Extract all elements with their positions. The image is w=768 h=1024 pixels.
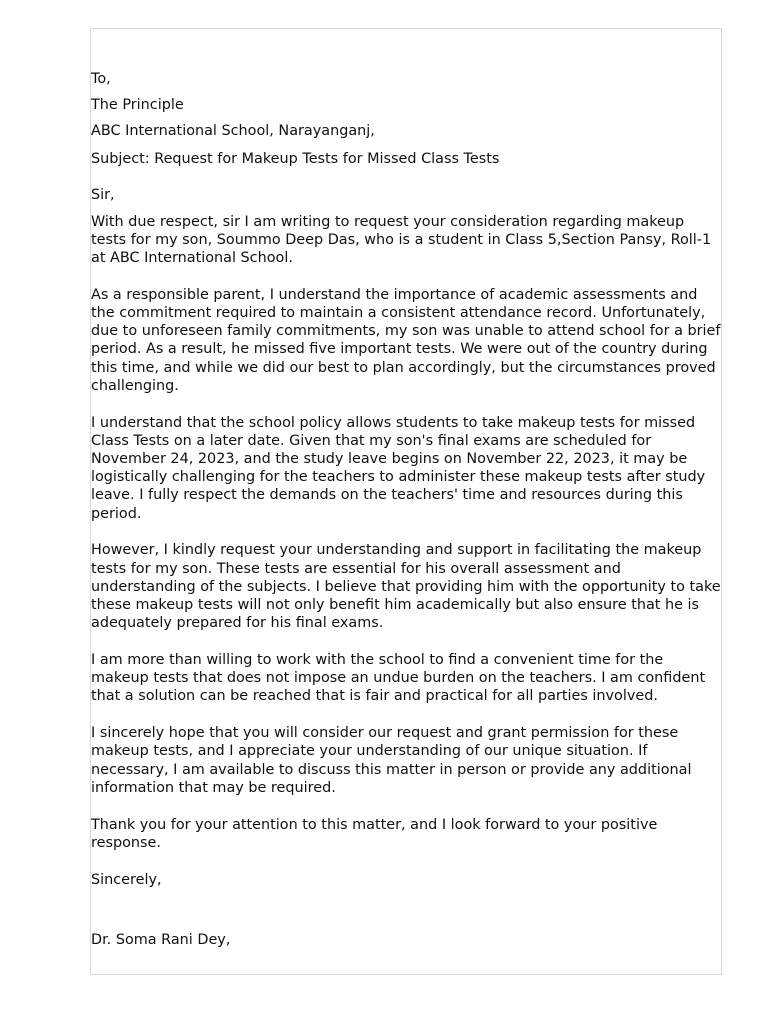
paragraph-7: Thank you for your attention to this matter, and I look forward to your positive response. bbox=[91, 816, 658, 851]
letter-closing: Sincerely, bbox=[91, 871, 162, 888]
letter-body bbox=[91, 70, 722, 949]
recipient-title: The Principle bbox=[91, 97, 184, 113]
paragraph-3: I understand that the school policy allows students to take makeup tests for missed Class Tests on a later date. Given that my son's final exams are scheduled for November 24, 2023, and the study leave begins on November 22, 2023, it may be logistically challenging for the teachers to administer these makeup tests after study leave. I fully respect the demands on the teachers' time and resources during this period. bbox=[91, 414, 706, 522]
paragraph-1: With due respect, sir I am writing to request your consideration regarding makeup tests for my son, Soummo Deep Das, who is a student in Class 5,Section Pansy, Roll-1 at ABC International School. bbox=[91, 213, 712, 267]
letter-salutation: Sir, bbox=[91, 187, 115, 204]
document-page bbox=[90, 28, 722, 975]
paragraph-2: As a responsible parent, I understand the importance of academic assessments and the commitment required to maintain a consistent attendance record. Unfortunately, due to unforeseen family commitments, my son was unable to attend school for a brief period. As a result, he missed five important tests. We were out of the country during this time, and while we did our best to plan accordingly, but the circumstances proved challenging. bbox=[91, 286, 721, 394]
paragraph-5: I am more than willing to work with the school to find a convenient time for the makeup tests that does not impose an undue burden on the teachers. I am confident that a solution can be reached that is fair and practical for all parties involved. bbox=[91, 652, 706, 705]
paragraph-4: However, I kindly request your understanding and support in facilitating the makeup tests for my son. These tests are essential for his overall assessment and understanding of the subjects. I believe that providing him with the opportunity to take these makeup tests will not only benefit him academically but also ensure that he is adequately prepared for his final exams. bbox=[91, 542, 721, 632]
letter-subject: Subject: Request for Makeup Tests for Missed Class Tests bbox=[91, 151, 500, 168]
recipient-to: To, bbox=[91, 71, 111, 87]
signature-name: Dr. Soma Rani Dey, bbox=[91, 931, 231, 948]
paragraph-6: I sincerely hope that you will consider our request and grant permission for these makeup tests, and I appreciate your understanding of our unique situation. If necessary, I am available to discuss this matter in person or provide any additional information that may be required. bbox=[91, 725, 692, 796]
recipient-institution: ABC International School, Narayanganj, bbox=[91, 123, 375, 139]
